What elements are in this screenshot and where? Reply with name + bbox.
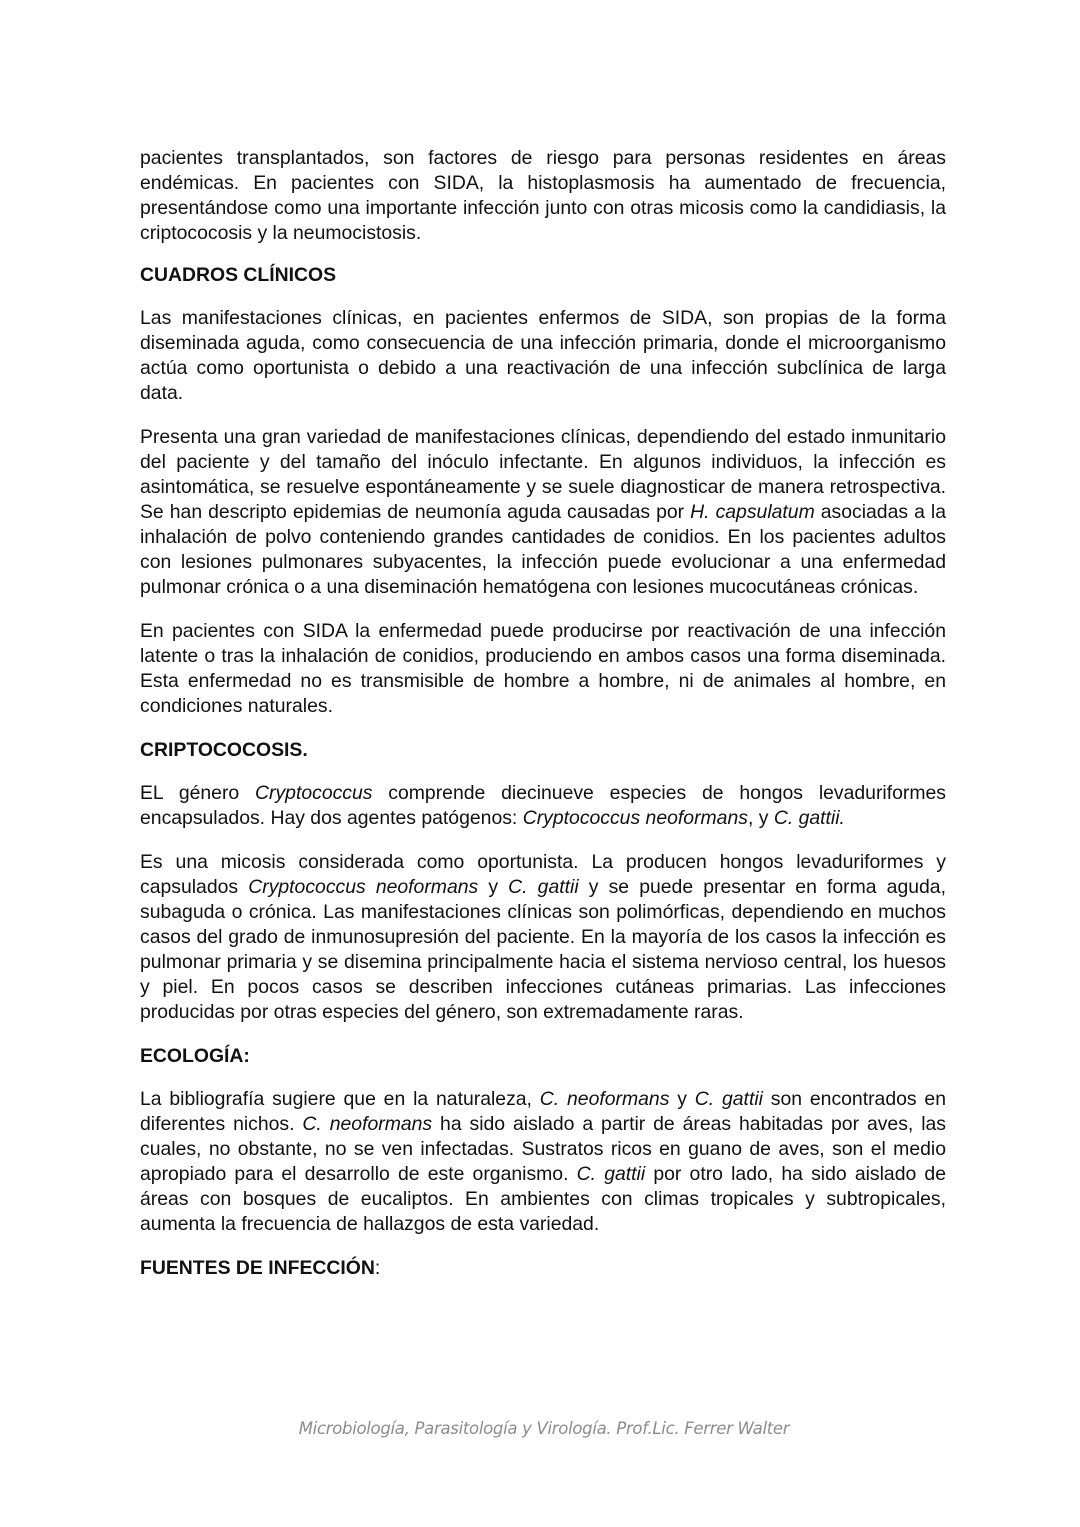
text-run: por otro lado, ha sido aislado de áreas con bosques de eucaliptos. En ambientes con climas tropicales y subtropicales, aumenta la frecuencia de hallazgos de esta variedad.	[140, 1163, 947, 1235]
paragraph-cryptococcus-genus	[140, 781, 946, 831]
text-run: y se puede presentar en forma aguda, subaguda o crónica. Las manifestaciones clínicas son polimórficas, dependiendo en muchos casos del grado de inmunosupresión del paciente. En la mayoría de los casos la infección es pulmonar primaria y se disemina principalmente hacia el sistema nervioso central, los huesos y piel. En pocos casos se describen infecciones cutáneas primarias. Las infecciones producidas por otras especies del género, son extremadamente raras.	[140, 876, 946, 1023]
text-run: FUENTES DE INFECCIÓN	[140, 1257, 375, 1279]
text-run: y	[478, 876, 509, 898]
footer-text: Microbiología, Parasitología y Virología. Prof.Lic. Ferrer Walter	[298, 1419, 790, 1438]
italic-term: C. gattii.	[773, 807, 845, 829]
text-run: y	[669, 1088, 695, 1110]
text-run: CRIPTOCOCOSIS.	[140, 739, 308, 761]
text-run: pacientes transplantados, son factores de riesgo para personas residentes en áreas endémicas. En pacientes con SIDA, la histoplasmosis ha aumentado de frecuencia, presentándose como una importante infección junto con otras micosis como la candidiasis, la criptococosis y la neumocistosis.	[140, 147, 946, 244]
paragraph-risk-factors	[140, 146, 946, 246]
text-run: La bibliografía sugiere que en la naturaleza,	[140, 1088, 540, 1110]
text-run: CUADROS CLÍNICOS	[140, 264, 337, 286]
document-body	[140, 146, 946, 1299]
paragraph-aids-reactivation	[140, 619, 946, 719]
text-run: Las manifestaciones clínicas, en pacientes enfermos de SIDA, son propias de la forma diseminada aguda, como consecuencia de una infección primaria, donde el microorganismo actúa como oportunista o debido a una reactivación de una infección subclínica de larga data.	[140, 307, 946, 404]
italic-term: Cryptococcus neoformans	[248, 876, 479, 898]
italic-term: C. neoformans	[539, 1088, 670, 1110]
italic-term: C. neoformans	[302, 1113, 433, 1135]
heading-cuadros-clinicos	[140, 263, 946, 288]
italic-term: C. gattii	[508, 876, 579, 898]
italic-term: C. gattii	[576, 1163, 646, 1185]
text-run: ha sido aislado a partir de áreas habitadas por aves, las cuales, no obstante, no se ven infectadas. Sustratos ricos en guano de aves, son el medio apropiado para el desarrollo de este organismo.	[140, 1113, 946, 1185]
text-run: asociadas a la inhalación de polvo conteniendo grandes cantidades de conidios. En los pacientes adultos con lesiones pulmonares subyacentes, la infección puede evolucionar a una enfermedad pulmonar crónica o a una diseminación hematógena con lesiones mucocutáneas crónicas.	[140, 501, 947, 598]
text-run: , y	[747, 807, 774, 829]
text-run: En pacientes con SIDA la enfermedad puede producirse por reactivación de una infección latente o tras la inhalación de conidios, produciendo en ambos casos una forma diseminada. Esta enfermedad no es transmisible de hombre a hombre, ni de animales al hombre, en condiciones naturales.	[140, 620, 946, 717]
paragraph-clinical-manifestations	[140, 306, 946, 406]
text-run: EL género	[140, 782, 256, 804]
text-run: son encontrados en diferentes nichos.	[140, 1088, 946, 1135]
italic-term: Cryptococcus neoformans	[522, 807, 748, 829]
text-run: Es una micosis considerada como oportunista. La producen hongos levaduriformes y capsulados	[140, 851, 946, 898]
italic-term: H. capsulatum	[690, 501, 815, 523]
text-run: ECOLOGÍA:	[140, 1045, 250, 1067]
paragraph-ecology	[140, 1087, 946, 1237]
paragraph-clinical-variety	[140, 425, 946, 600]
heading-criptococosis	[140, 738, 946, 763]
heading-ecologia	[140, 1044, 946, 1069]
text-run: Presenta una gran variedad de manifestaciones clínicas, dependiendo del estado inmunitario del paciente y del tamaño del inóculo infectante. En algunos individuos, la infección es asintomática, se resuelve espontáneamente y se suele diagnosticar de manera retrospectiva. Se han descripto epidemias de neumonía aguda causadas por	[140, 426, 946, 523]
heading-punctuation: :	[374, 1257, 381, 1279]
page-footer	[0, 1419, 1080, 1438]
italic-term: C. gattii	[694, 1088, 763, 1110]
text-run: comprende diecinueve especies de hongos levaduriformes encapsulados. Hay dos agentes patógenos:	[140, 782, 946, 829]
heading-fuentes-de-infeccion	[140, 1256, 946, 1281]
paragraph-opportunistic-mycosis	[140, 850, 946, 1025]
italic-term: Cryptococcus	[255, 782, 373, 804]
